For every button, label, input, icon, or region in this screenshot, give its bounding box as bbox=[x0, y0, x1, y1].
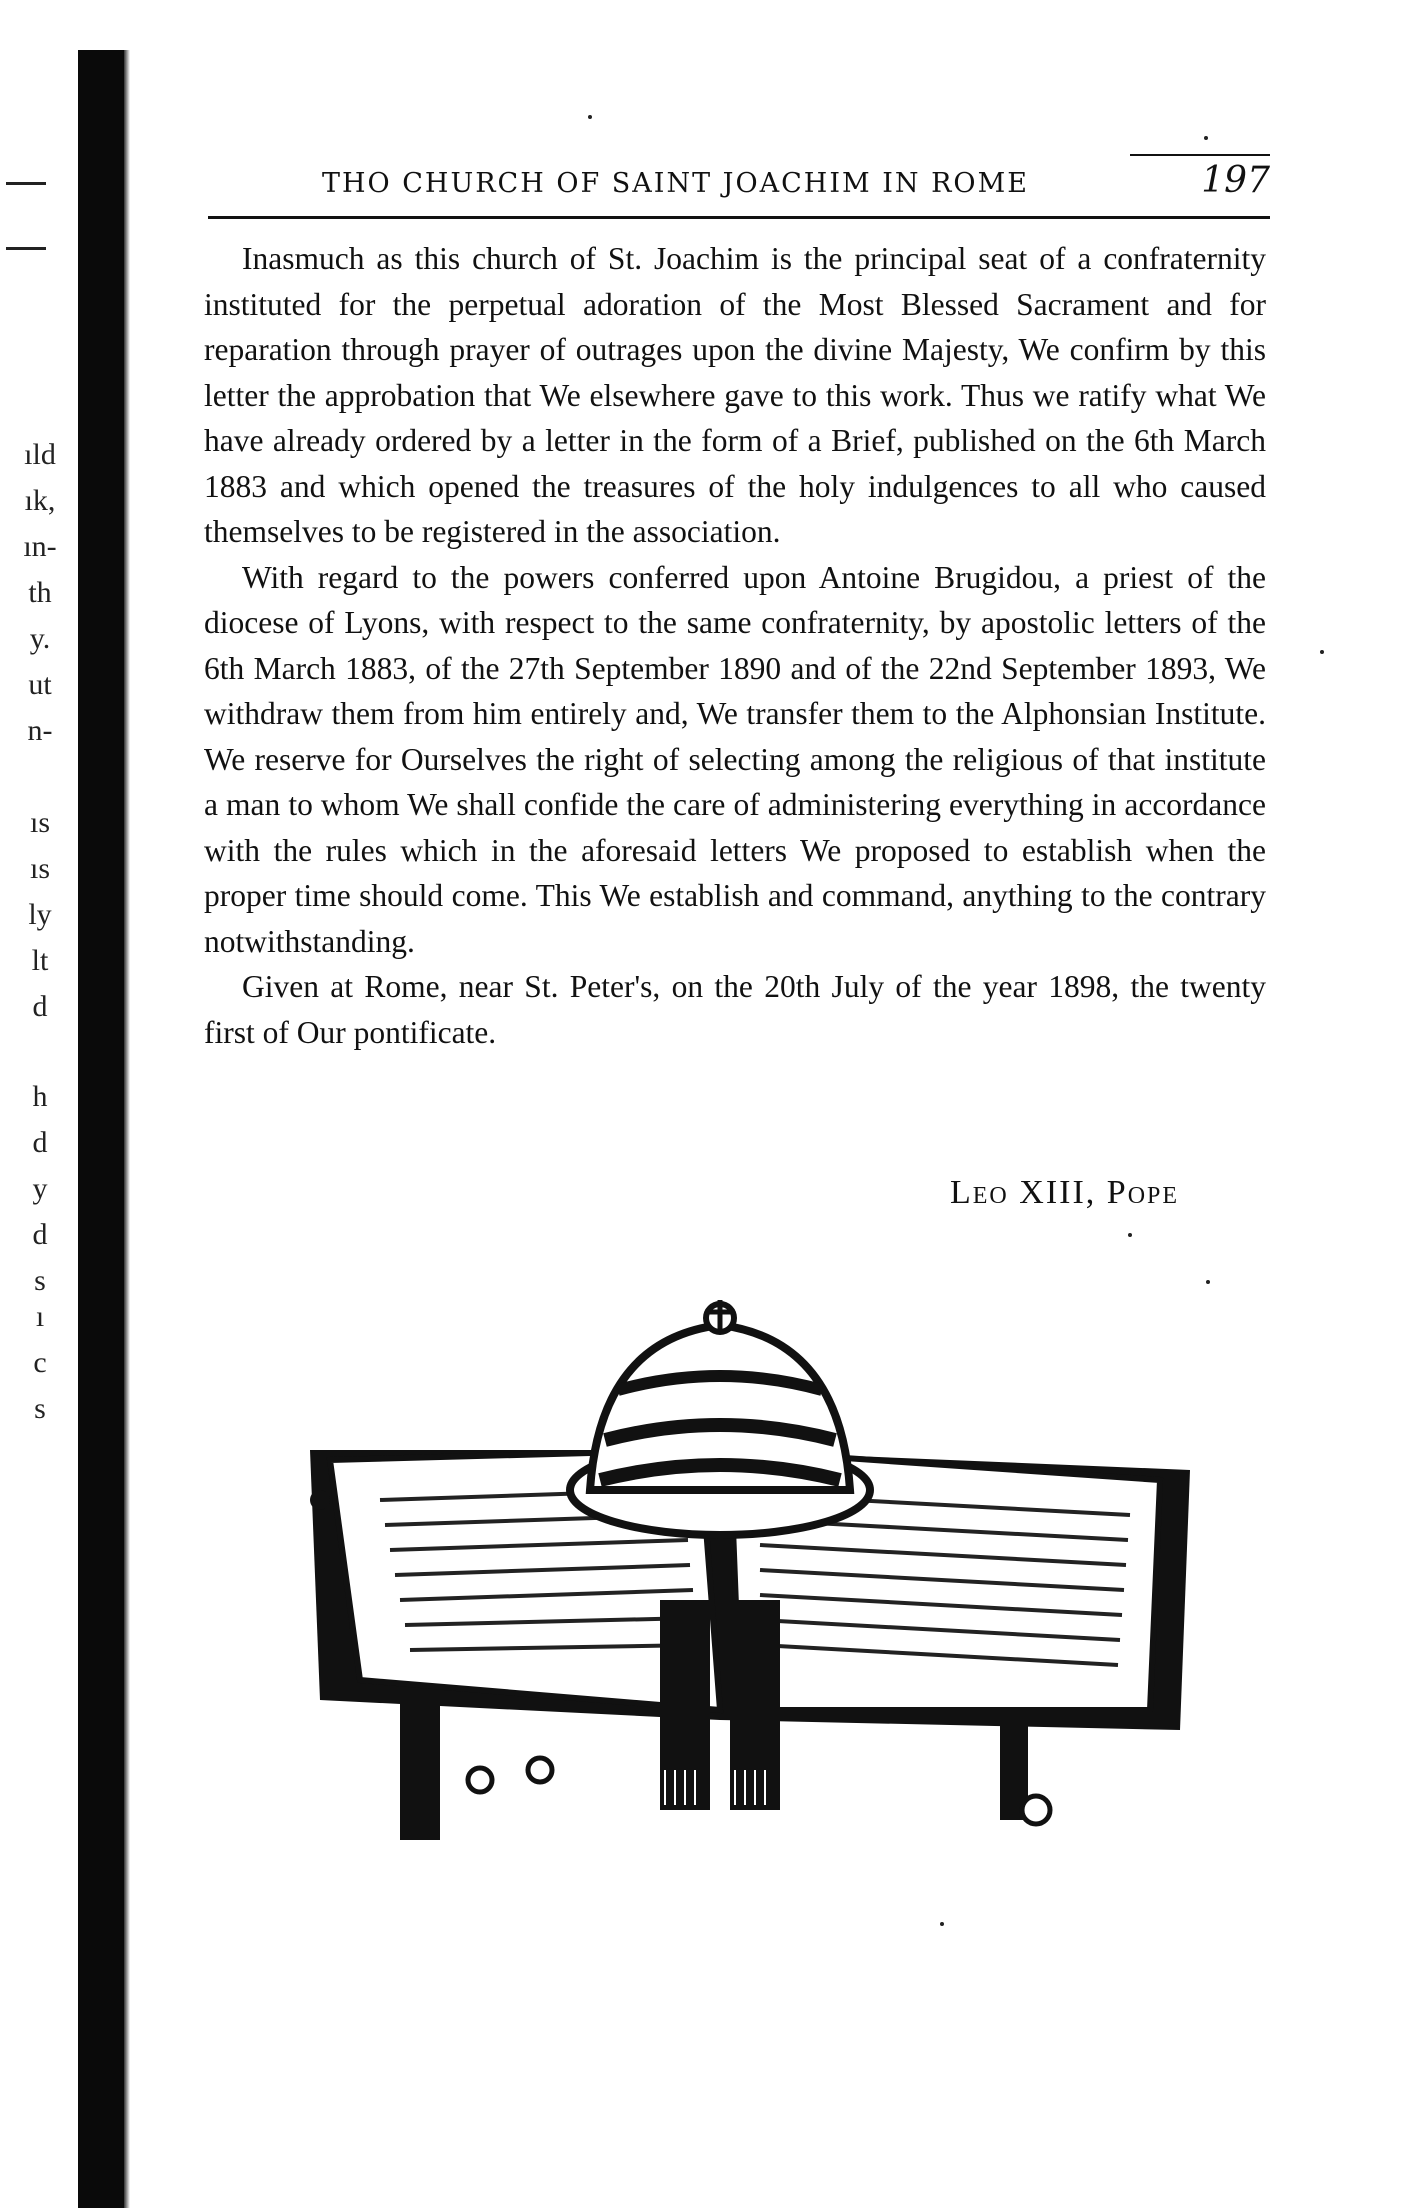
facing-page-fragment: ut bbox=[28, 668, 52, 701]
facing-page-fragment: n- bbox=[27, 714, 53, 747]
facing-page-fragment: c bbox=[33, 1346, 47, 1379]
papal-tiara-on-open-book-icon bbox=[300, 1300, 1200, 1860]
paragraph: Given at Rome, near St. Peter's, on the 20th July of the year 1898, the twenty first of Our pontificate. bbox=[204, 969, 1266, 1050]
facing-page-fragment: ly bbox=[28, 898, 52, 931]
speck bbox=[1206, 1280, 1210, 1284]
paragraph: Inasmuch as this church of St. Joachim is the principal seat of a confraternity instituted for the perpetual adoration of the Most Blessed Sacrament and for reparation through prayer of outrages upon the divine Majesty, We confirm by this letter the approbation that We elsewhere gave to this work. Thus we ratify what We have already ordered by a letter in the form of a Brief, published on the 6th March 1883 and which opened the treasures of the holy indulgences to all who caused themselves to be registered in the association. bbox=[204, 241, 1266, 549]
facing-page-fragment: ıs bbox=[29, 852, 50, 885]
running-header bbox=[210, 160, 1270, 204]
margin-tick bbox=[6, 182, 46, 185]
facing-page-fragment: s bbox=[34, 1264, 46, 1297]
facing-page-fragment: ıld bbox=[24, 438, 56, 471]
signature: Leo XIII, Pope bbox=[950, 1174, 1180, 1211]
facing-page-fragment: th bbox=[28, 576, 52, 609]
facing-page-fragment: d bbox=[32, 990, 48, 1023]
facing-page-fragment: h bbox=[32, 1080, 48, 1113]
speck bbox=[940, 1922, 944, 1926]
facing-page-fragment: y. bbox=[29, 622, 51, 655]
facing-page-fragment: ıs bbox=[29, 806, 50, 839]
speck bbox=[1204, 136, 1208, 140]
facing-page-fragment: d bbox=[32, 1126, 48, 1159]
body-text bbox=[204, 236, 1266, 1055]
facing-page-fragment: ı bbox=[35, 1300, 45, 1333]
speck bbox=[1128, 1233, 1132, 1237]
speck bbox=[1320, 650, 1324, 654]
binding-gutter bbox=[78, 50, 124, 2208]
facing-page-fragment: ın- bbox=[23, 530, 57, 563]
header-top-rule bbox=[1130, 154, 1270, 156]
speck bbox=[588, 115, 592, 119]
facing-page-fragment: ık, bbox=[24, 484, 56, 517]
header-bottom-rule bbox=[208, 216, 1270, 219]
facing-page-fragment: s bbox=[34, 1392, 46, 1425]
facing-page-fragment: lt bbox=[31, 944, 49, 977]
facing-page-fragment: y bbox=[32, 1172, 48, 1205]
paragraph: With regard to the powers conferred upon Antoine Brugidou, a priest of the diocese of Lyons, with respect to the same confraternity, by apostolic letters of the 6th March 1883, of the 27th September 1890 and of the 22nd September 1893, We withdraw them from him entirely and, We transfer them to the Alphonsian Institute. We reserve for Ourselves the right of selecting among the religious of that institute a man to whom We shall confide the care of administering everything in accordance with the rules which in the aforesaid letters We proposed to establish when the proper time should come. This We establish and command, anything to the contrary notwithstanding. bbox=[204, 559, 1266, 959]
binding-gutter-edge bbox=[124, 50, 130, 2208]
running-title: THO CHURCH OF SAINT JOACHIM IN ROME bbox=[322, 168, 1029, 199]
page-number: 197 bbox=[1201, 160, 1270, 201]
margin-tick bbox=[6, 247, 46, 250]
facing-page-fragment: d bbox=[32, 1218, 48, 1251]
